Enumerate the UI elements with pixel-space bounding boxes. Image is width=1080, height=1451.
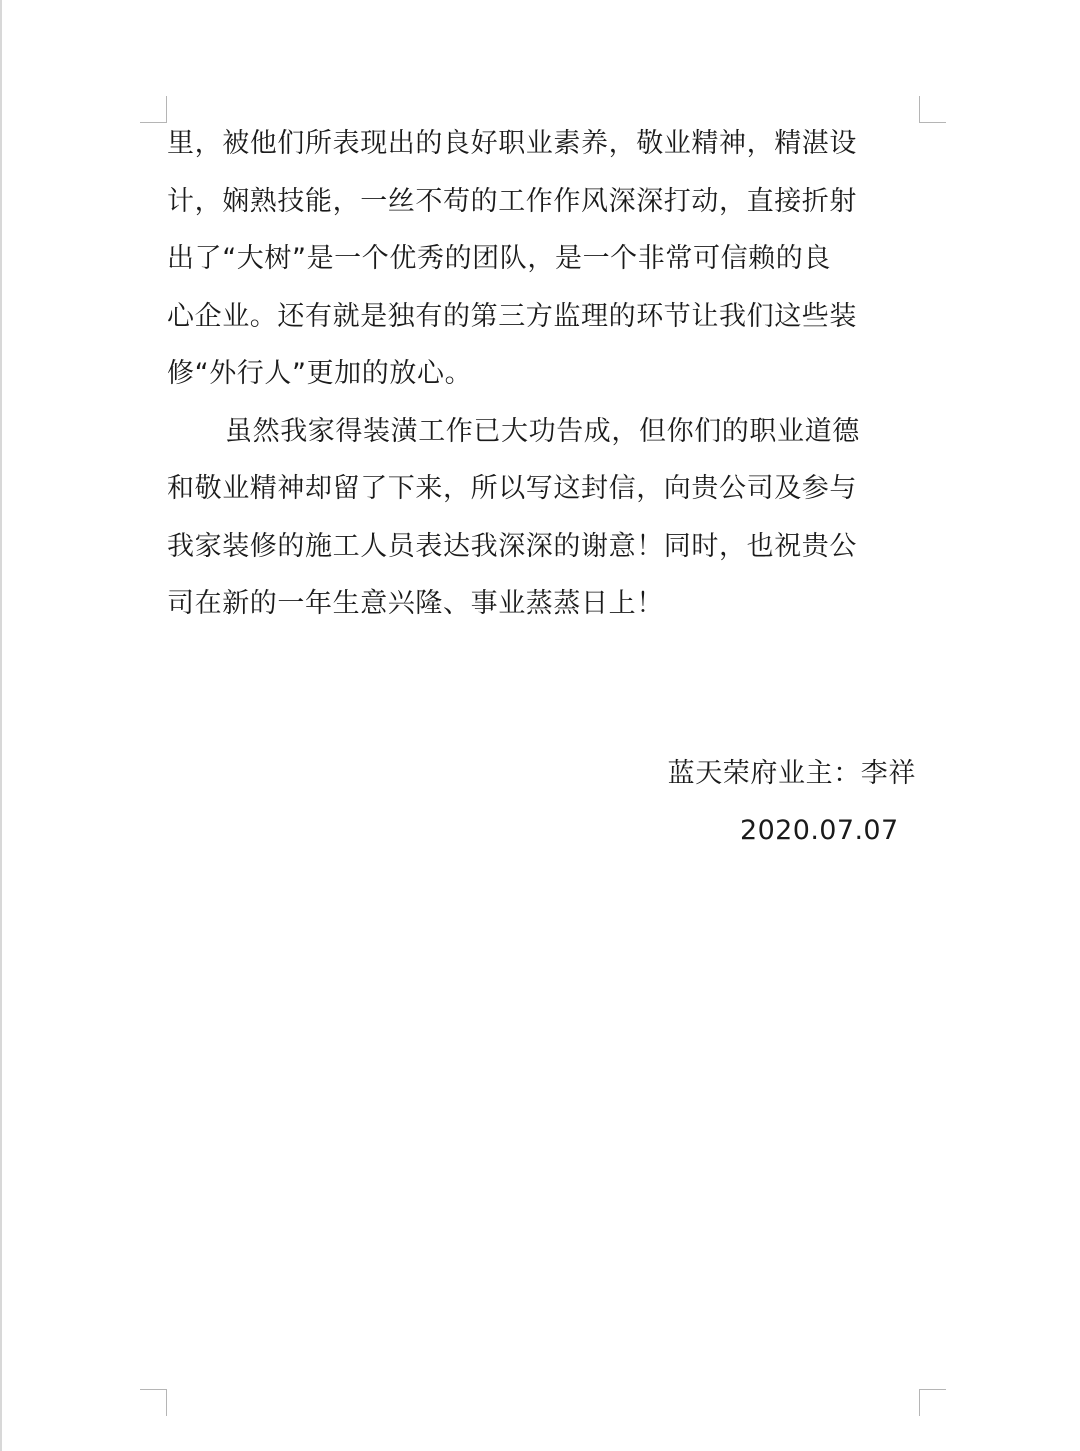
text-line: 司在新的一年生意兴隆、事业蒸蒸日上！ (167, 588, 664, 619)
margin-corner-top-left (140, 96, 167, 123)
letter-date: 2020.07.07 (740, 815, 899, 846)
text-line: 和敬业精神却留了下来，所以写这封信，向贵公司及参与 (167, 473, 857, 504)
text-line: 计，娴熟技能，一丝不苟的工作作风深深打动，直接折射 (167, 185, 857, 217)
text-line: 修“外行人”更加的放心。 (167, 358, 473, 389)
margin-corner-bottom-right (919, 1389, 946, 1416)
paragraph-1 (167, 115, 893, 403)
margin-corner-bottom-left (140, 1389, 167, 1416)
text-line: 我家装修的施工人员表达我深深的谢意！同时，也祝贵公 (167, 530, 857, 562)
margin-corner-top-right (919, 96, 946, 123)
text-line: 出了“大树”是一个优秀的团队，是一个非常可信赖的良 (167, 243, 831, 274)
text-line: 虽然我家得装潢工作已大功告成，但你们的职业道德 (225, 415, 860, 447)
text-line: 心企业。还有就是独有的第三方监理的环节让我们这些装 (167, 300, 857, 332)
text-line: 里，被他们所表现出的良好职业素养，敬业精神，精湛设 (167, 128, 857, 159)
letter-body (167, 115, 893, 633)
signature: 蓝天荣府业主：李祥 (667, 758, 916, 789)
paragraph-2 (167, 403, 893, 633)
